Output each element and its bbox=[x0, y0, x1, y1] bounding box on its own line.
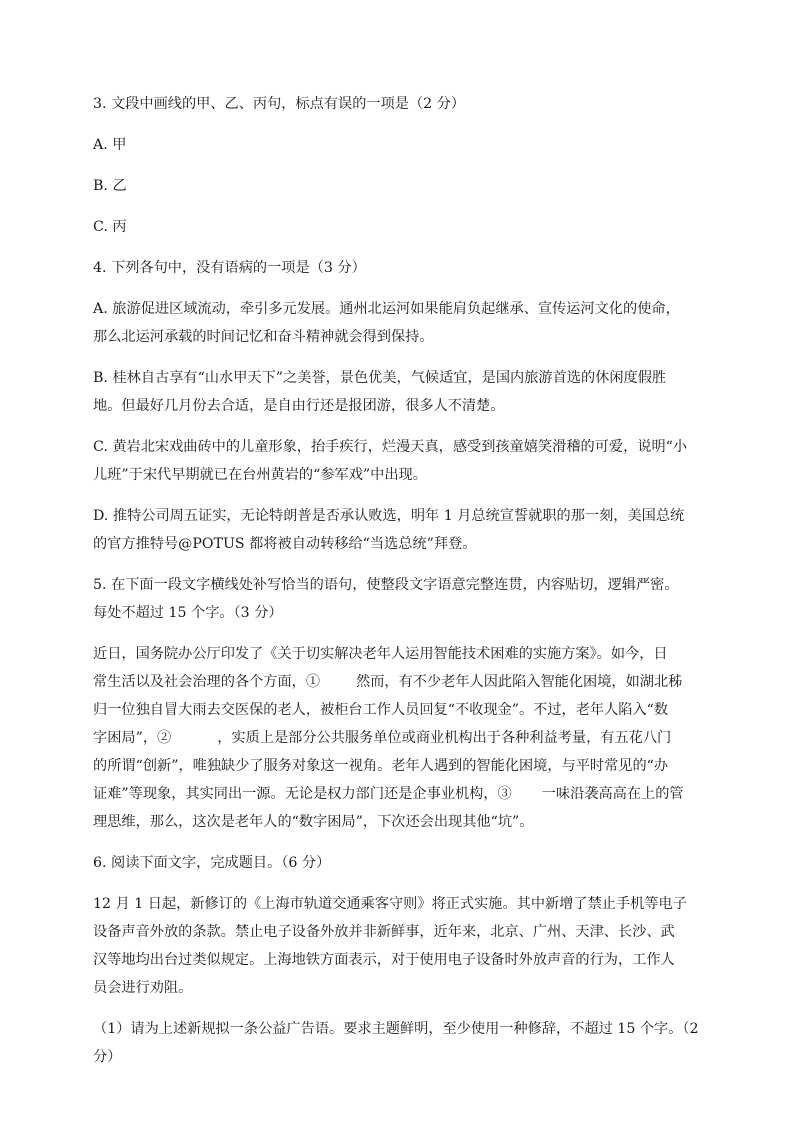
text-before-blank: 常生活以及社会治理的各个方面，① bbox=[93, 674, 321, 690]
option-text: B. 乙 bbox=[93, 178, 127, 194]
passage-line bbox=[93, 724, 713, 752]
text-before-blank: 字困局”，② bbox=[93, 730, 172, 746]
question-3 bbox=[93, 90, 713, 118]
passage-line bbox=[93, 780, 713, 808]
option-line: B. 桂林自古享有“山水甲天下”之美誉，景色优美，气候适宜，是国内旅游首选的休闲度假胜 bbox=[93, 370, 667, 386]
question-6-title: 6. 阅读下面文字，完成题目。（6 分） bbox=[93, 855, 331, 871]
question-3-option-c bbox=[93, 213, 713, 241]
option-line: A. 旅游促进区域流动，牵引多元发展。通州北运河如果能肩负起继承、宣传运河文化的使命， bbox=[93, 301, 680, 317]
question-5 bbox=[93, 571, 713, 627]
option-line: C. 黄岩北宋戏曲砖中的儿童形象，抬手疾行，烂漫天真，感受到孩童嬉笑滑稽的可爱，说明“小 bbox=[93, 439, 688, 455]
question-5-title: 5. 在下面一段文字横线处补写恰当的语句，使整段文字语意完整连贯，内容贴切，逻辑严密。 bbox=[93, 577, 679, 593]
question-4-option-a bbox=[93, 295, 713, 351]
question-4-title: 4. 下列各句中，没有语病的一项是（3 分） bbox=[93, 260, 366, 276]
passage-line: 理思维，那么，这次是老年人的“数字困局”，下次还会出现其他“坑”。 bbox=[93, 814, 534, 830]
passage-line: 员会进行劝阻。 bbox=[93, 980, 193, 996]
text-after-blank: ，实质上是部分公共服务单位或商业机构出于各种利益考量，有五花八门 bbox=[217, 730, 672, 746]
question-4-option-c bbox=[93, 433, 713, 489]
question-6-subquestion-1 bbox=[93, 1015, 713, 1071]
question-3-option-b bbox=[93, 172, 713, 200]
option-text: A. 甲 bbox=[93, 137, 127, 153]
text-after-blank: 然而，有不少老年人因此陷入智能化困境，如湖北秭 bbox=[356, 674, 683, 690]
passage-line: 汉等地均出台过类似规定。上海地铁方面表示，对于使用电子设备时外放声音的行为，工作人 bbox=[93, 952, 675, 968]
question-3-title: 3. 文段中画线的甲、乙、丙句，标点有误的一项是（2 分） bbox=[93, 96, 466, 112]
option-line: 儿班”于宋代早期就已在台州黄岩的“参军戏”中出现。 bbox=[93, 467, 427, 483]
question-4-option-d bbox=[93, 502, 713, 558]
passage-line bbox=[93, 668, 713, 696]
option-line: 的官方推特号@POTUS 都将被自动转移给“当选总统”拜登。 bbox=[93, 536, 477, 552]
question-6-passage bbox=[93, 890, 713, 1002]
text-before-blank: 证难”等现象，其实同出一源。无论是权力部门还是企事业机构，③ bbox=[93, 786, 512, 802]
subquestion-line: 分） bbox=[93, 1049, 122, 1065]
passage-line: 近日，国务院办公厅印发了《关于切实解决老年人运用智能技术困难的实施方案》。如今，日 bbox=[93, 646, 668, 662]
question-5-title-cont: 每处不超过 15 个字。（3 分） bbox=[93, 605, 283, 621]
subquestion-line: （1）请为上述新规拟一条公益广告语。要求主题鲜明，至少使用一种修辞，不超过 15 个字。（2 bbox=[93, 1021, 699, 1037]
option-line: 那么北运河承载的时间记忆和奋斗精神就会得到保持。 bbox=[93, 329, 434, 345]
exam-page bbox=[93, 90, 713, 1084]
passage-line: 归一位独自冒大雨去交医保的老人，被柜台工作人员回复“不收现金”。不过，老年人陷入“数 bbox=[93, 702, 669, 718]
passage-line: 12 月 1 日起，新修订的《上海市轨道交通乘客守则》将正式实施。其中新增了禁止手机等电子 bbox=[93, 896, 687, 912]
passage-line: 的所谓“创新”，唯独缺少了服务对象这一视角。老年人遇到的智能化困境，与平时常见的“办 bbox=[93, 758, 669, 774]
option-text: C. 丙 bbox=[93, 219, 127, 235]
option-line: D. 推特公司周五证实，无论特朗普是否承认败选，明年 1 月总统宣誓就职的那一刻，美国总统 bbox=[93, 508, 685, 524]
question-4 bbox=[93, 254, 713, 282]
text-after-blank: 一味沿袭高高在上的管 bbox=[541, 786, 684, 802]
option-line: 地。但最好几月份去合适，是自由行还是报团游，很多人不清楚。 bbox=[93, 398, 505, 414]
question-6 bbox=[93, 849, 713, 877]
question-5-passage bbox=[93, 640, 713, 836]
question-3-option-a bbox=[93, 131, 713, 159]
question-4-option-b bbox=[93, 364, 713, 420]
passage-line: 设备声音外放的条款。禁止电子设备外放并非新鲜事，近年来，北京、广州、天津、长沙、武 bbox=[93, 924, 675, 940]
